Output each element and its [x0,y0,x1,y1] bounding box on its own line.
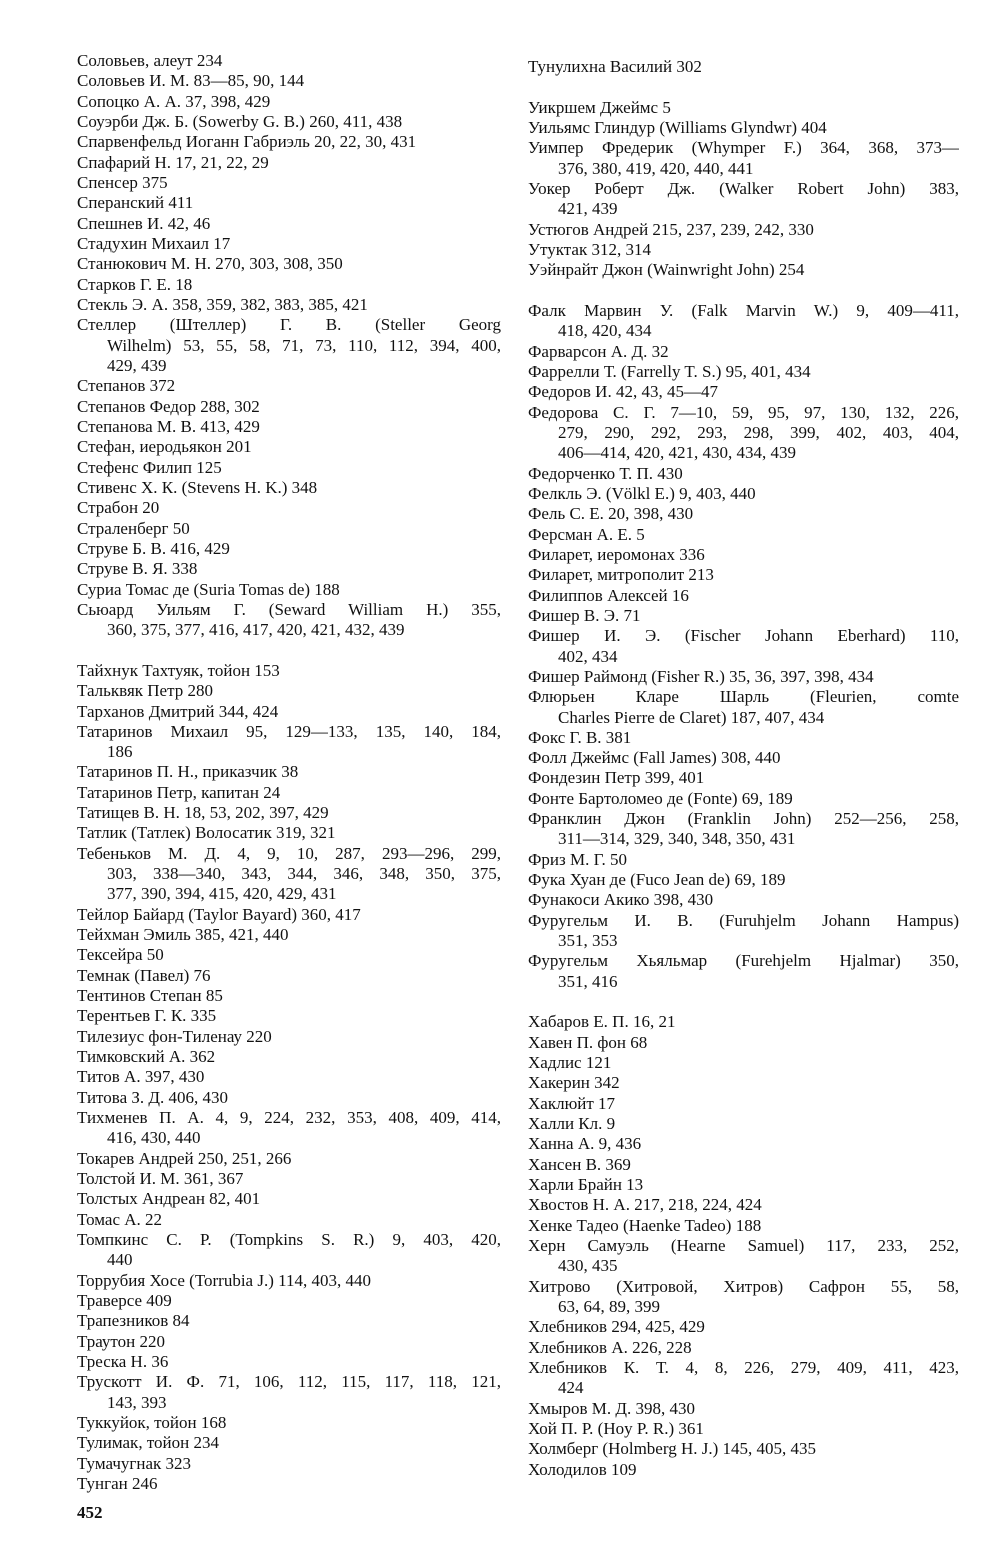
index-entry [528,809,959,850]
index-entry [528,525,959,545]
index-entry [77,295,501,315]
index-entry [528,98,959,118]
index-entry [77,214,501,234]
index-entry-line: Хаклюйт 17 [528,1093,616,1113]
index-entry [528,57,959,77]
index-entry-line: Тумачугнак 323 [77,1453,191,1473]
index-entry [528,1216,959,1236]
index-entry [528,1277,959,1318]
index-entry-continuation: 311—314, 329, 340, 348, 350, 431 [558,829,796,849]
index-entry [528,626,959,667]
index-entry [77,559,501,579]
index-entry-line: Туккуйок, тойон 168 [77,1412,227,1432]
index-column-right [528,57,959,1480]
index-entry [77,539,501,559]
index-entry-line: Треска Н. 36 [77,1352,169,1371]
index-entry [77,1189,501,1209]
index-entry-continuation: 424 [558,1378,584,1398]
index-entry [77,844,501,905]
index-entry-line: Фарварсон А. Д. 32 [528,341,669,361]
index-entry-line: Федоров И. 42, 43, 45—47 [528,382,718,402]
index-entry-line: Фуругельм И. В. (Furuhjelm Johann Hampus) [528,910,959,930]
index-entry [77,1210,501,1230]
index-entry-line: Соуэрби Дж. Б. (Sowerby G. B.) 260, 411, 438 [77,111,403,131]
index-entry [528,586,959,606]
index-entry-line: Стекль Э. А. 358, 359, 382, 383, 385, 421 [77,294,368,314]
index-entry [77,580,501,600]
index-entry [528,768,959,788]
index-entry-line: Татлик (Татлек) Волосатик 319, 321 [77,823,336,843]
index-entry [528,565,959,585]
index-entry-line: Фунакоси Акико 398, 430 [528,890,714,910]
index-entry [528,1460,959,1480]
index-entry-line: Спафарий Н. 17, 21, 22, 29 [77,152,269,172]
index-entry-line: Херн Самуэль (Hearne Samuel) 117, 233, 252, [528,1236,959,1256]
index-entry-line: Стеллер (Штеллер) Г. В. (Steller Georg [77,315,501,335]
index-entry [77,112,501,132]
index-entry [77,275,501,295]
index-entry-line: Хакерин 342 [528,1073,620,1093]
index-entry-line: Стефенс Филип 125 [77,457,222,477]
index-entry-line: Тейхман Эмиль 385, 421, 440 [77,925,289,945]
index-entry-line: Фуругельм Хьяльмар (Furehjelm Hjalmar) 350, [528,951,959,971]
index-entry [77,1271,501,1291]
index-entry-line: Торрубия Хосе (Torrubia J.) 114, 403, 440 [77,1270,371,1290]
index-entry-line: Хансен В. 369 [528,1154,631,1174]
blank-line [528,77,959,97]
index-entry-continuation: 63, 64, 89, 399 [558,1297,660,1317]
index-entry [528,484,959,504]
index-entry-line: Фонте Бартоломео де (Fonte) 69, 189 [528,788,793,808]
index-entry [77,417,501,437]
index-entry [77,783,501,803]
index-entry [77,234,501,254]
index-entry-line: Сперанский 411 [77,193,194,213]
index-entry-line: Хавен П. фон 68 [528,1032,648,1052]
index-entry-line: Харли Брайн 13 [528,1175,644,1195]
index-entry [77,193,501,213]
index-entry-line: Тарханов Дмитрий 344, 424 [77,701,279,721]
index-entry-line: Титова З. Д. 406, 430 [77,1087,228,1107]
index-entry [528,1012,959,1032]
index-entry-line: Устюгов Андрей 215, 237, 239, 242, 330 [528,219,814,239]
index-entry-line: Тихменев П. А. 4, 9, 224, 232, 353, 408, 409, 414, [77,1108,501,1128]
index-entry-line: Тебеньков М. Д. 4, 9, 10, 287, 293—296, 299, [77,843,501,863]
index-entry [77,1067,501,1087]
index-entry-line: Токарев Андрей 250, 251, 266 [77,1148,292,1168]
index-entry [77,1230,501,1271]
index-entry [77,702,501,722]
index-entry-continuation: 402, 434 [558,646,618,666]
index-entry-line: Стефан, иеродьякон 201 [77,437,252,457]
index-entry [528,301,959,342]
index-entry [528,1195,959,1215]
index-entry [77,1311,501,1331]
index-entry [77,905,501,925]
index-entry [528,240,959,260]
index-entry [77,1006,501,1026]
index-entry-line: Траверсе 409 [77,1291,172,1311]
index-entry [77,71,501,91]
index-entry-continuation: 440 [107,1250,133,1270]
index-entry-line: Соловьев И. М. 83—85, 90, 144 [77,71,305,91]
index-entry [77,437,501,457]
index-entry-line: Фриз М. Г. 50 [528,849,628,869]
index-entry [528,728,959,748]
index-entry-line: Филиппов Алексей 16 [528,585,689,605]
index-entry [528,911,959,952]
index-entry [77,661,501,681]
index-entry-continuation: 303, 338—340, 343, 344, 346, 348, 350, 375, [107,864,501,884]
index-entry [77,51,501,71]
index-entry-line: Хабаров Е. П. 16, 21 [528,1012,676,1032]
index-entry-line: Страленберг 50 [77,518,190,538]
index-entry-line: Темнак (Павел) 76 [77,965,211,985]
index-entry-line: Степанов Федор 288, 302 [77,396,260,416]
index-entry-line: Филарет, иеромонах 336 [528,544,705,564]
index-entry-line: Тилезиус фон-Тиленау 220 [77,1026,272,1046]
index-entry-line: Трускотт И. Ф. 71, 106, 112, 115, 117, 118, 121, [77,1372,501,1392]
index-entry [77,823,501,843]
index-entry [77,173,501,193]
index-entry-line: Соловьев, алеут 234 [77,51,223,70]
index-entry [77,1047,501,1067]
index-entry [528,870,959,890]
index-entry [528,362,959,382]
index-entry [528,1114,959,1134]
index-entry [528,342,959,362]
index-entry-line: Федорова С. Г. 7—10, 59, 95, 97, 130, 132, 226, [528,402,959,422]
index-entry-line: Тимковский А. 362 [77,1047,216,1067]
index-entry [528,179,959,220]
index-entry [77,1454,501,1474]
index-entry [77,681,501,701]
index-entry [528,606,959,626]
index-entry-line: Татаринов Петр, капитан 24 [77,782,281,802]
index-entry [528,890,959,910]
index-entry [77,1413,501,1433]
index-entry-line: Фолл Джеймс (Fall James) 308, 440 [528,748,781,768]
index-entry [528,789,959,809]
index-entry [77,1291,501,1311]
index-entry-line: Тунулихна Василий 302 [528,57,702,76]
index-entry-continuation: 279, 290, 292, 293, 298, 399, 402, 403, 404, [558,422,959,442]
index-entry [528,1236,959,1277]
index-entry-line: Терентьев Г. К. 335 [77,1006,217,1026]
blank-line [528,281,959,301]
index-entry-line: Сопоцко А. А. 37, 398, 429 [77,91,271,111]
index-entry-line: Федорченко Т. П. 430 [528,463,683,483]
index-entry-line: Флюрьен Кларе Шарль (Fleurien, comte [528,687,959,707]
index-entry-line: Уикршем Джеймс 5 [528,97,671,117]
index-entry-line: Фалк Марвин У. (Falk Marvin W.) 9, 409—411, [528,300,959,320]
index-entry-line: Франклин Джон (Franklin John) 252—256, 258, [528,809,959,829]
index-entry-line: Хой П. Р. (Hoy P. R.) 361 [528,1418,704,1438]
index-entry [77,803,501,823]
index-entry-line: Тейлор Байард (Taylor Bayard) 360, 417 [77,904,361,924]
index-entry-line: Томас А. 22 [77,1209,163,1229]
index-entry [528,1419,959,1439]
index-entry-line: Татаринов Михаил 95, 129—133, 135, 140, 184, [77,721,501,741]
index-entry-line: Спенсер 375 [77,172,168,192]
index-entry [77,1433,501,1453]
index-entry-continuation: Charles Pierre de Claret) 187, 407, 434 [558,707,825,727]
index-entry-line: Уэйнрайт Джон (Wainwright John) 254 [528,260,805,280]
index-entry [77,376,501,396]
index-entry [528,545,959,565]
index-entry-line: Спарвенфельд Иоганн Габриэль 20, 22, 30, 431 [77,132,417,152]
index-entry-line: Спешнев И. 42, 46 [77,213,211,233]
index-entry [77,1332,501,1352]
index-entry [528,260,959,280]
index-entry-line: Хмыров М. Д. 398, 430 [528,1398,695,1418]
index-entry [528,504,959,524]
index-entry-line: Фишер Раймонд (Fisher R.) 35, 36, 397, 398, 434 [528,666,874,686]
index-entry [528,138,959,179]
index-entry [528,1439,959,1459]
index-entry-line: Хвостов Н. А. 217, 218, 224, 424 [528,1195,762,1215]
index-entry-continuation: 430, 435 [558,1256,618,1276]
index-entry-line: Хитрово (Хитровой, Хитров) Сафрон 55, 58, [528,1276,959,1296]
index-entry-line: Утуктак 312, 314 [528,239,651,259]
index-entry [77,478,501,498]
index-entry-line: Степанов 372 [77,376,176,396]
index-entry-line: Тайхнук Тахтуяк, тойон 153 [77,660,280,680]
index-entry [528,464,959,484]
index-entry-continuation: 421, 439 [558,199,618,219]
index-entry [77,986,501,1006]
index-entry [77,519,501,539]
index-entry [77,1169,501,1189]
index-entry-line: Фаррелли Т. (Farrelly T. S.) 95, 401, 434 [528,361,811,381]
index-entry [77,132,501,152]
index-entry-line: Стадухин Михаил 17 [77,233,231,253]
index-entry [528,1134,959,1154]
index-entry-line: Суриа Томас де (Suria Tomas de) 188 [77,579,340,599]
index-entry [77,1088,501,1108]
index-entry [528,403,959,464]
index-entry-line: Фелкль Э. (Völkl E.) 9, 403, 440 [528,483,756,503]
index-entry [77,458,501,478]
index-entry [77,153,501,173]
index-entry-line: Уокер Роберт Дж. (Walker Robert John) 383, [528,178,959,198]
index-entry [528,1073,959,1093]
index-entry-line: Уильямс Глиндур (Williams Glyndwr) 404 [528,117,827,137]
index-entry-line: Халли Кл. 9 [528,1114,616,1134]
index-entry-line: Сьюард Уильям Г. (Seward William H.) 355, [77,599,501,619]
index-entry-line: Хадлис 121 [528,1053,612,1073]
index-entry [77,1372,501,1413]
index-entry [528,118,959,138]
index-entry [77,397,501,417]
index-entry [528,951,959,992]
index-entry [77,1108,501,1149]
index-entry-line: Траутон 220 [77,1331,165,1351]
index-entry-line: Фокс Г. В. 381 [528,727,632,747]
index-entry-line: Тентинов Степан 85 [77,986,223,1006]
index-entry-line: Титов А. 397, 430 [77,1067,205,1087]
index-entry-line: Старков Г. Е. 18 [77,274,193,294]
index-entry [528,667,959,687]
index-entry [77,762,501,782]
index-entry-continuation: 360, 375, 377, 416, 417, 420, 421, 432, 439 [107,620,405,640]
index-entry-continuation: 418, 420, 434 [558,321,652,341]
index-entry [528,1175,959,1195]
index-entry-continuation: 416, 430, 440 [107,1128,201,1148]
index-entry [528,1317,959,1337]
index-entry-line: Хенке Тадео (Haenke Tadeo) 188 [528,1215,762,1235]
index-entry [77,1474,501,1494]
index-entry-line: Струве Б. В. 416, 429 [77,538,230,558]
index-entry-continuation: 376, 380, 419, 420, 440, 441 [558,158,754,178]
index-entry-line: Степанова М. В. 413, 429 [77,416,260,436]
index-entry-line: Фишер И. Э. (Fischer Johann Eberhard) 110, [528,626,959,646]
index-entry-line: Холмберг (Holmberg H. J.) 145, 405, 435 [528,1439,817,1459]
index-entry-line: Стивенс Х. К. (Stevens H. K.) 348 [77,477,318,497]
index-entry [77,1149,501,1169]
index-entry-line: Ферсман А. Е. 5 [528,524,645,544]
index-entry [77,722,501,763]
index-entry [77,92,501,112]
index-entry-line: Филарет, митрополит 213 [528,565,714,585]
index-entry-continuation: 351, 416 [558,971,618,991]
index-entry-continuation: 186 [107,742,133,762]
index-entry [528,850,959,870]
index-entry [528,1399,959,1419]
index-entry [77,966,501,986]
index-entry-line: Уимпер Фредерик (Whymper F.) 364, 368, 373— [528,138,959,158]
index-entry-line: Ханна А. 9, 436 [528,1134,642,1154]
index-entry-line: Холодилов 109 [528,1459,637,1479]
index-entry-continuation: Wilhelm) 53, 55, 58, 71, 73, 110, 112, 394, 400, [107,335,501,355]
index-entry-line: Тулимак, тойон 234 [77,1433,219,1453]
index-entry-line: Станюкович М. Н. 270, 303, 308, 350 [77,254,343,274]
index-entry-line: Толстых Андреан 82, 401 [77,1189,261,1209]
index-entry-continuation: 406—414, 420, 421, 430, 434, 439 [558,443,796,463]
index-entry [528,382,959,402]
index-entry [528,748,959,768]
index-entry-continuation: 429, 439 [107,355,167,375]
index-entry [528,1033,959,1053]
blank-line [528,992,959,1012]
index-entry [528,687,959,728]
index-entry [77,254,501,274]
index-entry [528,1053,959,1073]
page-number: 452 [77,1503,103,1522]
index-entry-line: Хлебников 294, 425, 429 [528,1317,705,1337]
index-entry-line: Фука Хуан де (Fuco Jean de) 69, 189 [528,870,786,890]
index-entry-continuation: 377, 390, 394, 415, 420, 429, 431 [107,884,337,904]
index-entry-line: Фондезин Петр 399, 401 [528,768,705,788]
index-entry-line: Хлебников К. Т. 4, 8, 226, 279, 409, 411, 423, [528,1358,959,1377]
index-entry [528,1155,959,1175]
index-entry [528,220,959,240]
index-entry [77,600,501,641]
index-entry-continuation: 351, 353 [558,931,618,951]
index-entry [77,1352,501,1372]
index-entry-continuation: 143, 393 [107,1392,167,1412]
index-entry-line: Томпкинс С. Р. (Tompkins S. R.) 9, 403, 420, [77,1230,501,1250]
index-entry-line: Толстой И. М. 361, 367 [77,1169,244,1189]
index-entry-line: Тальквяк Петр 280 [77,681,213,701]
index-entry-line: Трапезников 84 [77,1311,190,1331]
blank-line [77,641,501,661]
index-entry-line: Фишер В. Э. 71 [528,605,641,625]
index-entry-line: Татаринов П. Н., приказчик 38 [77,762,299,782]
index-entry [77,945,501,965]
index-column-left [77,51,501,1494]
index-entry [528,1338,959,1358]
index-entry [77,1027,501,1047]
index-entry-line: Фель С. Е. 20, 398, 430 [528,504,694,524]
index-entry-line: Тунган 246 [77,1473,158,1493]
index-entry [528,1094,959,1114]
index-entry [77,925,501,945]
index-entry-line: Страбон 20 [77,498,160,518]
index-entry [77,498,501,518]
index-entry-line: Тексейра 50 [77,945,164,965]
index-entry [528,1358,959,1399]
index-entry-line: Татищев В. Н. 18, 53, 202, 397, 429 [77,803,329,823]
index-entry [77,315,501,376]
index-entry-line: Хлебников А. 226, 228 [528,1337,692,1357]
index-entry-line: Струве В. Я. 338 [77,559,198,579]
